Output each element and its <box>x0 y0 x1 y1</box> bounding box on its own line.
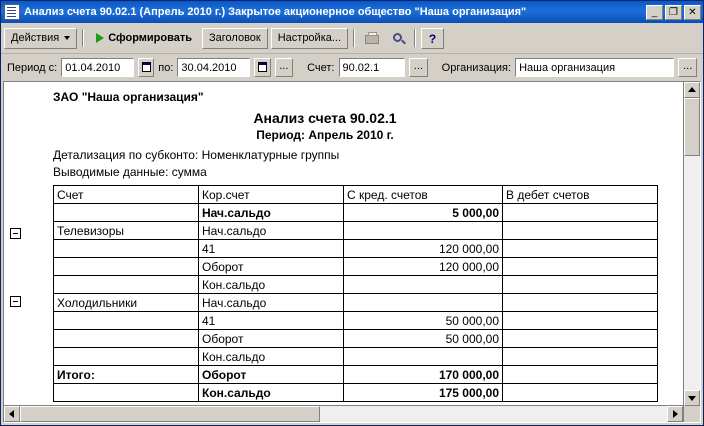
chevron-down-icon <box>64 36 70 40</box>
window-title: Анализ счета 90.02.1 (Апрель 2010 г.) Закрытое акционерное общество "Наша организация" <box>24 6 527 18</box>
cell-corr-account: Нач.сальдо <box>199 204 344 222</box>
cell-from-credit: 170 000,00 <box>344 366 503 384</box>
cell-to-debit <box>503 258 658 276</box>
table-row-total[interactable] <box>54 366 658 384</box>
settings-label: Настройка... <box>277 32 342 44</box>
account-label: Счет: <box>307 61 335 74</box>
header-label: Заголовок <box>209 32 261 44</box>
horizontal-scrollbar[interactable] <box>4 405 683 422</box>
report-body <box>4 82 683 405</box>
cell-to-debit <box>503 312 658 330</box>
cell-corr-account: Кон.сальдо <box>199 276 344 294</box>
toolbar-separator-2 <box>353 29 355 47</box>
table-row[interactable] <box>54 348 658 366</box>
organization-label: Организация: <box>441 61 512 74</box>
scroll-down-button[interactable] <box>684 390 700 406</box>
report-area <box>3 81 701 423</box>
cell-account <box>54 384 199 402</box>
table-row[interactable] <box>54 312 658 330</box>
hscroll-thumb[interactable] <box>20 406 320 422</box>
report-window-icon <box>4 4 20 20</box>
print-icon <box>365 35 379 44</box>
scroll-left-button[interactable] <box>4 406 20 422</box>
arrow-left-icon <box>9 410 14 418</box>
cell-account <box>54 204 199 222</box>
table-row[interactable] <box>54 258 658 276</box>
report-content <box>27 82 683 405</box>
table-row[interactable] <box>54 294 658 312</box>
close-button[interactable] <box>684 5 701 20</box>
period-to-label: по: <box>158 61 174 74</box>
hscroll-track[interactable] <box>20 406 667 422</box>
account-input[interactable]: 90.02.1 <box>339 58 406 77</box>
cell-from-credit: 120 000,00 <box>344 240 503 258</box>
maximize-button[interactable] <box>665 5 682 20</box>
cell-to-debit <box>503 222 658 240</box>
column-header-account: Счет <box>54 186 199 204</box>
parameter-bar <box>1 54 703 81</box>
header-button[interactable] <box>202 28 268 49</box>
table-row[interactable] <box>54 240 658 258</box>
report-period: Период: Апрель 2010 г. <box>256 128 394 142</box>
window-controls <box>646 5 701 20</box>
cell-corr-account: Нач.сальдо <box>199 222 344 240</box>
actions-menu-button[interactable] <box>4 28 77 49</box>
period-to-input[interactable]: 30.04.2010 <box>177 58 249 77</box>
cell-from-credit: 5 000,00 <box>344 204 503 222</box>
cell-to-debit <box>503 240 658 258</box>
arrow-up-icon <box>688 87 696 92</box>
report-title: Анализ счета 90.02.1 <box>253 110 397 126</box>
cell-from-credit <box>344 294 503 312</box>
period-from-input[interactable]: 01.04.2010 <box>61 58 133 77</box>
period-picker-button[interactable]: ... <box>275 58 294 77</box>
organization-input[interactable]: Наша организация <box>515 58 674 77</box>
cell-account: Телевизоры <box>54 222 199 240</box>
report-org-name: ЗАО "Наша организация" <box>53 90 204 104</box>
cell-corr-account: Оборот <box>199 258 344 276</box>
group-gutter <box>4 82 27 405</box>
scroll-up-button[interactable] <box>684 82 700 98</box>
cell-account <box>54 258 199 276</box>
report-output-line: Выводимые данные: сумма <box>53 165 207 179</box>
arrow-down-icon <box>688 396 696 401</box>
cell-to-debit <box>503 366 658 384</box>
cell-corr-account: Оборот <box>199 330 344 348</box>
table-header-row <box>54 186 658 204</box>
cell-to-debit <box>503 294 658 312</box>
toolbar-separator <box>82 29 84 47</box>
group-collapse-toggle-televizory[interactable] <box>10 228 21 239</box>
period-to-calendar-icon[interactable] <box>254 58 271 77</box>
print-button[interactable] <box>360 28 383 49</box>
generate-label: Сформировать <box>108 32 192 44</box>
table-row[interactable] <box>54 330 658 348</box>
zoom-button[interactable] <box>386 28 409 49</box>
cell-to-debit <box>503 330 658 348</box>
cell-from-credit: 175 000,00 <box>344 384 503 402</box>
maximize-icon: ❐ <box>669 6 678 18</box>
cell-to-debit <box>503 384 658 402</box>
cell-to-debit <box>503 204 658 222</box>
group-collapse-toggle-holodilniki[interactable] <box>10 296 21 307</box>
cell-corr-account: 41 <box>199 312 344 330</box>
cell-from-credit <box>344 348 503 366</box>
vertical-scrollbar[interactable] <box>683 82 700 422</box>
cell-account: Итого: <box>54 366 199 384</box>
toolbar <box>1 23 703 54</box>
play-icon <box>96 33 104 43</box>
table-row[interactable] <box>54 204 658 222</box>
cell-from-credit: 120 000,00 <box>344 258 503 276</box>
vscroll-thumb[interactable] <box>684 98 700 156</box>
organization-picker-button[interactable]: ... <box>678 58 697 77</box>
account-picker-button[interactable]: ... <box>409 58 428 77</box>
cell-corr-account: Кон.сальдо <box>199 348 344 366</box>
cell-from-credit <box>344 222 503 240</box>
cell-from-credit <box>344 276 503 294</box>
report-table-body <box>54 186 658 402</box>
report-scroll-wrapper <box>4 82 683 422</box>
table-row-total[interactable] <box>54 384 658 402</box>
cell-account <box>54 348 199 366</box>
column-header-to-debit: В дебет счетов <box>503 186 658 204</box>
cell-account <box>54 240 199 258</box>
title-bar <box>1 1 703 23</box>
generate-button[interactable] <box>89 28 199 49</box>
cell-from-credit: 50 000,00 <box>344 312 503 330</box>
arrow-right-icon <box>673 410 678 418</box>
cell-account <box>54 312 199 330</box>
vscroll-track[interactable] <box>684 98 700 390</box>
settings-button[interactable] <box>271 28 348 49</box>
cell-from-credit: 50 000,00 <box>344 330 503 348</box>
column-header-corr-account: Кор.счет <box>199 186 344 204</box>
report-detail-line: Детализация по субконто: Номенклатурные группы <box>53 148 340 162</box>
cell-to-debit <box>503 348 658 366</box>
cell-to-debit <box>503 276 658 294</box>
table-row[interactable] <box>54 222 658 240</box>
help-button[interactable] <box>421 28 444 49</box>
cell-corr-account: Кон.сальдо <box>199 384 344 402</box>
scrollbar-corner <box>684 406 700 422</box>
help-icon: ? <box>428 31 437 46</box>
cell-account <box>54 330 199 348</box>
actions-menu-label: Действия <box>11 32 60 44</box>
cell-corr-account: Оборот <box>199 366 344 384</box>
report-table <box>53 185 658 402</box>
minimize-icon: _ <box>651 6 658 18</box>
zoom-icon <box>393 33 402 42</box>
toolbar-separator-3 <box>414 29 416 47</box>
cell-account: Холодильники <box>54 294 199 312</box>
column-header-from-credit: С кред. счетов <box>344 186 503 204</box>
cell-account <box>54 276 199 294</box>
scroll-right-button[interactable] <box>667 406 683 422</box>
close-icon: ✕ <box>688 6 697 18</box>
cell-corr-account: 41 <box>199 240 344 258</box>
minimize-button[interactable] <box>646 5 663 20</box>
period-from-label: Период с: <box>7 61 58 74</box>
period-from-calendar-icon[interactable] <box>138 58 155 77</box>
table-row[interactable] <box>54 276 658 294</box>
cell-corr-account: Нач.сальдо <box>199 294 344 312</box>
